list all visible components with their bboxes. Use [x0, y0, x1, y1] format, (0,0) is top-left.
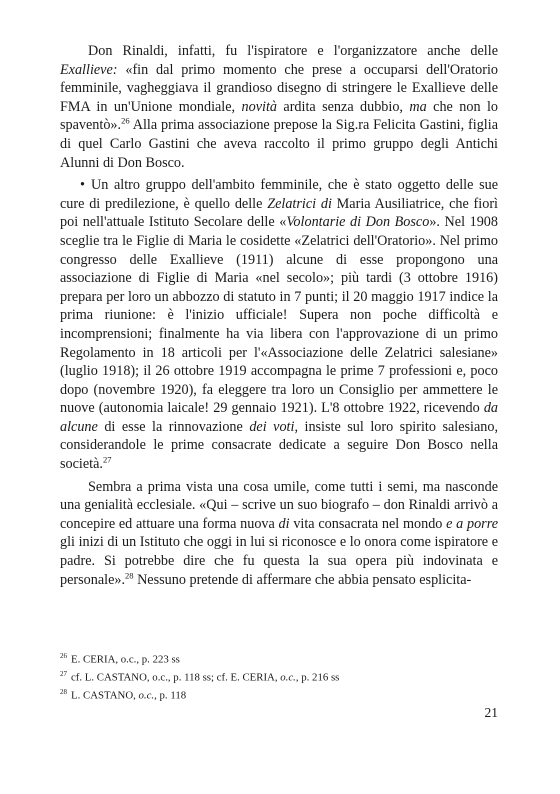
text-run: ». Nel 1908 sceglie tra le Figlie di Maria le cosidette «Zelatrici dell'Oratorio». Nel primo congresso delle Exallieve (1911) alcune di esse propongono una associazione di Figlie di Maria «nel secolo»; più tardi (3 ottobre 1916) prepara per loro un abbozzo di statuto in 7 punti; il 20 maggio 1917 indice la prima riunione: è l'inizio ufficiale! Supera non poche difficoltà e incomprensioni; finalmente ha via libera con l'approvazione di un primo Regolamento in 18 articoli per l'«Associazione delle Zelatrici salesiane» (luglio 1918); il 26 ottobre 1919 accompagna le prime 7 professioni e, poco dopo (novembre 1920), fa eleggere tra loro un Consiglio per ammettere le nuove (autonomia laicale! 29 gennaio 1921). L'8 ottobre 1922, ricevendo — [60, 214, 498, 417]
text-run: E. CERIA, o.c., p. 223 ss — [71, 653, 180, 666]
footnote — [60, 649, 498, 667]
italic-text: da alcune — [60, 400, 498, 435]
text-run: L. CASTANO, — [71, 689, 139, 702]
text-run: che non lo spaventò». — [60, 98, 498, 134]
text-run: Sembra a prima vista una cosa umile, come tutti i semi, ma nasconde una genialità ecclesiale. «Qui – scrive un suo biografo – don Rinaldi arrivò a concepire ed attuare una forma nuova — [60, 478, 498, 532]
footnote-number: 28 — [60, 687, 67, 696]
footnote-number: 26 — [60, 652, 67, 660]
text-run: Maria Ausiliatrice, che fiorì poi nell'attuale Istituto Secolare delle « — [60, 195, 498, 231]
text-run: gli inizi di un Istituto che oggi in lui si riconosce e lo onora come ispiratore e padre. Si potrebbe dire che fu questa la sua opera più indovinata e personale». — [60, 534, 498, 588]
italic-text: Exallieve: — [60, 61, 118, 78]
text-run: Un altro gruppo dell'ambito femminile, che è stato oggetto delle sue cure di predilezione, è quello delle — [60, 177, 498, 212]
text-run: Don Rinaldi, infatti, fu l'ispiratore e l'organizzatore anche delle — [88, 43, 498, 59]
italic-text: o.c. — [138, 689, 155, 702]
text-run: , p. 118 — [154, 689, 187, 702]
text-run: Alla prima associazione prepose la Sig.ra Felicita Gastini, figlia di quel Carlo Gastini che aveva raccolto il primo gruppo degli Antichi Alunni di Don Bosco. — [60, 117, 498, 171]
italic-text: novità — [241, 98, 277, 115]
italic-text: Volontarie di Don Bosco — [286, 214, 430, 231]
page-body — [60, 42, 498, 589]
text-run: Nessuno pretende di affermare che abbia pensato esplicita- — [133, 571, 472, 588]
italic-text: dei voti — [249, 418, 295, 435]
italic-text: o.c. — [280, 671, 296, 684]
footnote — [60, 685, 498, 703]
paragraph — [60, 176, 498, 474]
paragraph — [60, 478, 498, 590]
italic-text: e a porre — [446, 515, 498, 532]
page-number: 21 — [484, 705, 498, 720]
text-run: , insiste sul loro spirito salesiano, considerandole le prime consacrate dedicate a seguire Don Bosco nella società. — [60, 418, 499, 473]
bullet-icon: • — [80, 177, 85, 194]
italic-text: di — [278, 515, 290, 532]
paragraph — [60, 42, 498, 172]
text-run: cf. L. CASTANO, o.c., p. 118 ss; cf. E. CERIA, — [71, 671, 281, 684]
footnote — [60, 667, 498, 685]
footnote-ref: 28 — [125, 569, 134, 580]
italic-text: Zelatrici di — [267, 195, 332, 212]
footnotes — [60, 649, 498, 702]
text-run: vita consacrata nel mondo — [289, 515, 447, 532]
text-run: di esse la rinnovazione — [97, 418, 250, 435]
text-run: ardita senza dubbio, — [276, 98, 410, 115]
footnote-ref: 27 — [102, 454, 112, 465]
italic-text: ma — [409, 98, 427, 115]
footnote-ref: 26 — [121, 115, 130, 126]
text-run: , p. 216 ss — [295, 671, 340, 684]
footnote-number: 27 — [60, 669, 67, 678]
text-run: «fin dal primo momento che prese a occuparsi dell'Oratorio femminile, vagheggiava il grandioso disegno di stringere le Exallieve delle FMA in un'Unione mondiale, — [60, 61, 498, 115]
